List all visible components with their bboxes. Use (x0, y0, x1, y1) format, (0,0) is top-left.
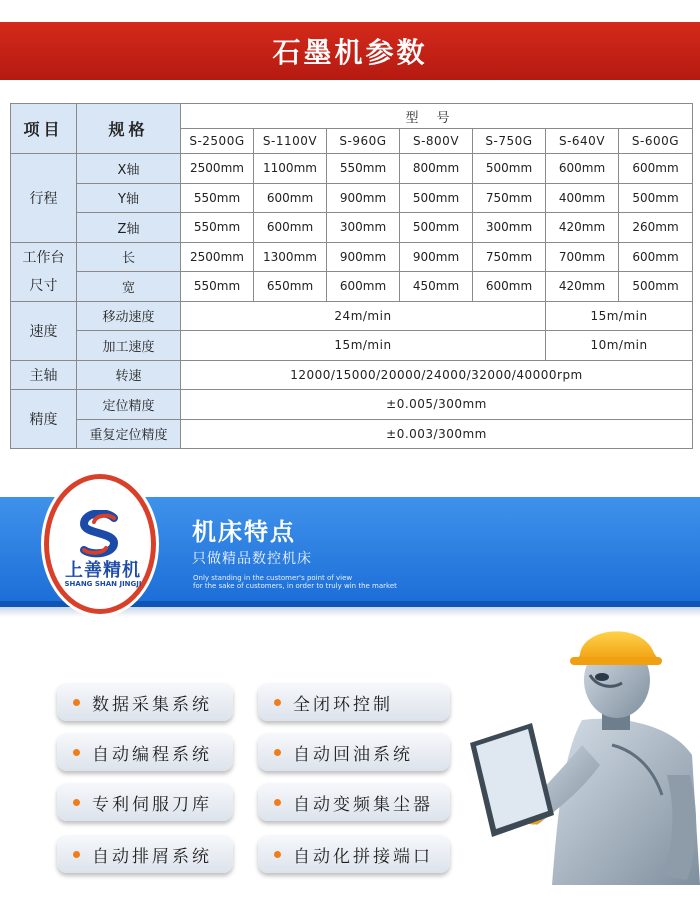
model-name: S-750G (473, 129, 546, 154)
row-label: 定位精度 (77, 390, 181, 420)
row-label: X轴 (77, 154, 181, 184)
bullet-icon (73, 699, 80, 706)
bullet-icon (274, 851, 281, 858)
table-row (11, 390, 693, 420)
table-cell: 600mm (254, 183, 327, 213)
table-cell: 300mm (473, 213, 546, 243)
bullet-icon (274, 749, 281, 756)
feature-subtitle: 只做精品数控机床 (192, 551, 312, 567)
bullet-icon (274, 799, 281, 806)
feature-pill (57, 683, 233, 721)
robot-worker-illustration (462, 625, 700, 885)
table-cell: 900mm (327, 242, 400, 272)
feature-label: 自动编程系统 (92, 744, 212, 765)
feature-label: 专利伺服刀库 (92, 794, 212, 815)
feature-pill (57, 783, 233, 821)
table-cell: 400mm (546, 183, 619, 213)
table-cell: 750mm (473, 183, 546, 213)
table-cell: 500mm (619, 183, 693, 213)
feature-pill (258, 733, 450, 771)
spec-table (10, 103, 693, 449)
table-cell: 600mm (473, 272, 546, 302)
feature-pill (57, 733, 233, 771)
table-cell: 24m/min (181, 301, 546, 331)
title-banner (0, 22, 700, 80)
table-cell: 500mm (473, 154, 546, 184)
model-name: S-2500G (181, 129, 254, 154)
feature-pill (258, 835, 450, 873)
table-cell: 10m/min (546, 331, 693, 361)
feature-english-line: for the sake of customers, in order to truly win the market (193, 582, 397, 590)
table-row (11, 419, 693, 449)
feature-pill (57, 835, 233, 873)
table-cell: 750mm (473, 242, 546, 272)
table-cell: 420mm (546, 213, 619, 243)
feature-pill (258, 783, 450, 821)
table-cell: 600mm (327, 272, 400, 302)
table-row (11, 213, 693, 243)
table-cell: 500mm (400, 183, 473, 213)
row-label: 长 (77, 242, 181, 272)
page-title: 石墨机参数 (272, 36, 428, 69)
feature-label: 自动回油系统 (293, 744, 413, 765)
category-line: 工作台 (22, 249, 65, 266)
row-label: 宽 (77, 272, 181, 302)
feature-label: 自动化拼接端口 (293, 846, 433, 867)
model-name: S-600G (619, 129, 693, 154)
row-label: Y轴 (77, 183, 181, 213)
logo-text: 上善精机 (65, 560, 141, 581)
feature-label: 全闭环控制 (293, 694, 393, 715)
feature-label: 自动排屑系统 (92, 846, 212, 867)
table-cell: 12000/15000/20000/24000/32000/40000rpm (181, 360, 693, 390)
row-label: 重复定位精度 (77, 419, 181, 449)
header-item: 项目 (11, 104, 77, 154)
model-name: S-1100V (254, 129, 327, 154)
category-speed: 速度 (11, 301, 77, 360)
logo-subtext: SHANG SHAN JINGJI (64, 580, 142, 588)
category-spindle: 主轴 (11, 360, 77, 390)
table-row (11, 154, 693, 184)
table-cell: 800mm (400, 154, 473, 184)
model-name: S-640V (546, 129, 619, 154)
feature-pill (258, 683, 450, 721)
table-row (11, 272, 693, 302)
table-cell: 260mm (619, 213, 693, 243)
table-cell: ±0.003/300mm (181, 419, 693, 449)
table-row (11, 242, 693, 272)
category-travel: 行程 (11, 154, 77, 243)
table-cell: ±0.005/300mm (181, 390, 693, 420)
table-row (11, 301, 693, 331)
logo-icon (70, 510, 130, 560)
table-cell: 550mm (181, 213, 254, 243)
feature-label: 数据采集系统 (92, 694, 212, 715)
table-cell: 600mm (619, 242, 693, 272)
table-cell: 600mm (619, 154, 693, 184)
table-cell: 600mm (254, 213, 327, 243)
table-cell: 900mm (327, 183, 400, 213)
feature-label: 自动变频集尘器 (293, 794, 433, 815)
table-cell: 500mm (400, 213, 473, 243)
table-row (11, 183, 693, 213)
table-cell: 550mm (327, 154, 400, 184)
table-cell: 550mm (181, 183, 254, 213)
table-cell: 450mm (400, 272, 473, 302)
row-label: 加工速度 (77, 331, 181, 361)
bullet-icon (73, 749, 80, 756)
table-cell: 2500mm (181, 242, 254, 272)
table-cell: 600mm (546, 154, 619, 184)
row-label: Z轴 (77, 213, 181, 243)
feature-english-line: Only standing in the customer's point of view (193, 574, 353, 582)
table-row (11, 331, 693, 361)
feature-title: 机床特点 (192, 518, 296, 546)
table-cell: 15m/min (181, 331, 546, 361)
table-cell: 300mm (327, 213, 400, 243)
table-cell: 550mm (181, 272, 254, 302)
bullet-icon (274, 699, 281, 706)
bullet-icon (73, 851, 80, 858)
model-name: S-960G (327, 129, 400, 154)
category-line: 尺寸 (29, 277, 58, 294)
bullet-icon (73, 799, 80, 806)
table-cell: 1100mm (254, 154, 327, 184)
table-cell: 1300mm (254, 242, 327, 272)
row-label: 转速 (77, 360, 181, 390)
table-cell: 420mm (546, 272, 619, 302)
table-cell: 700mm (546, 242, 619, 272)
table-cell: 500mm (619, 272, 693, 302)
header-spec: 规格 (77, 104, 181, 154)
model-name: S-800V (400, 129, 473, 154)
table-cell: 2500mm (181, 154, 254, 184)
row-label: 移动速度 (77, 301, 181, 331)
table-cell: 15m/min (546, 301, 693, 331)
table-cell: 650mm (254, 272, 327, 302)
header-model: 型号 (181, 104, 693, 129)
table-cell: 900mm (400, 242, 473, 272)
category-precision: 精度 (11, 390, 77, 449)
table-row (11, 360, 693, 390)
category-worktable (11, 242, 77, 301)
